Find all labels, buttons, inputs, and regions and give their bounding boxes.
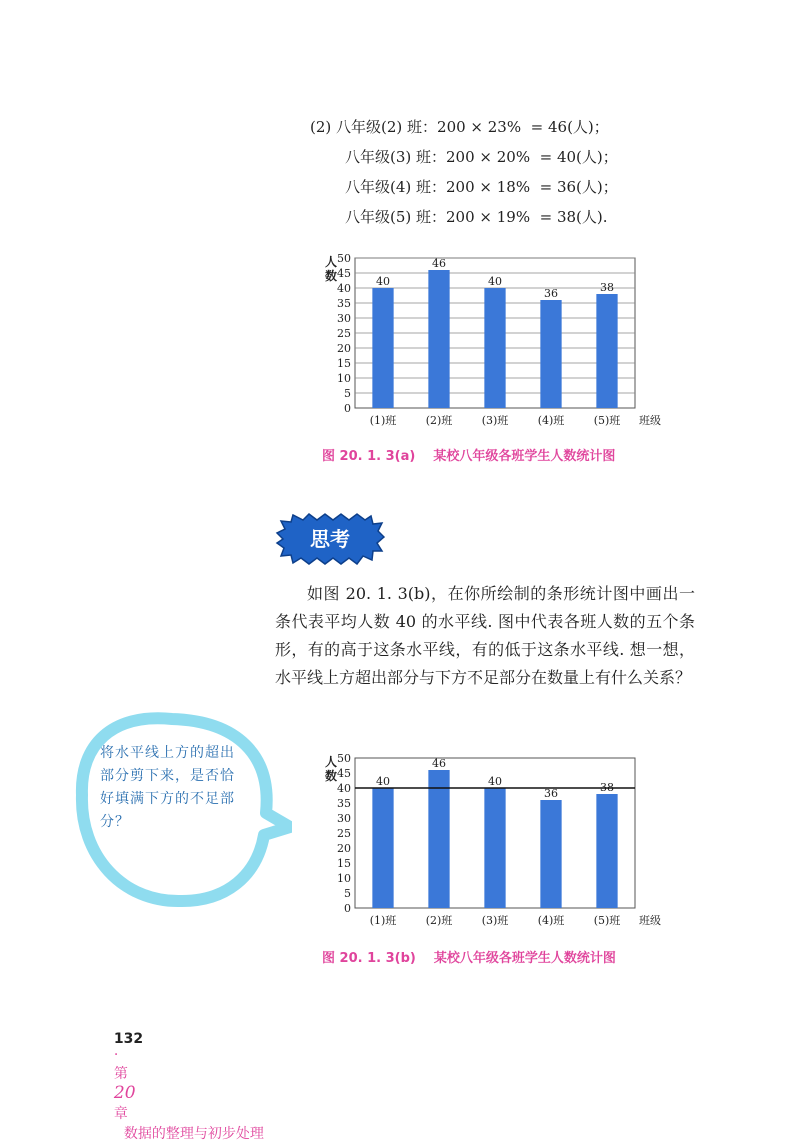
y-tick-label: 0 [344, 402, 351, 415]
x-tick-label: (3)班 [481, 414, 509, 427]
page-number: 132 [113, 1031, 144, 1047]
data-label: 38 [600, 281, 614, 294]
chapter-title: 数据的整理与初步处理 [123, 1126, 264, 1142]
y-tick-label: 35 [337, 297, 351, 310]
x-tick-label: (4)班 [537, 914, 565, 927]
chapter-prefix: 第 [113, 1066, 128, 1082]
x-tick-label: (5)班 [593, 414, 621, 427]
y-tick-label: 10 [337, 372, 351, 385]
x-tick-label: (5)班 [593, 914, 621, 927]
chapter-suffix: 章 [113, 1106, 128, 1122]
caption-a: 图 20. 1. 3(a) 某校八年级各班学生人数统计图 [322, 449, 616, 464]
y-tick-label: 50 [337, 252, 351, 265]
bar [484, 788, 505, 908]
x-tick-label: (2)班 [425, 414, 453, 427]
calc-line-2: 八年级(3) 班：200 × 20% = 40(人)； [345, 148, 618, 166]
y-tick-label: 50 [337, 752, 351, 765]
y-tick-label: 15 [337, 357, 351, 370]
data-label: 40 [488, 275, 502, 288]
y-axis-label: 人 [325, 255, 338, 269]
data-label: 46 [432, 257, 446, 270]
y-tick-label: 45 [337, 767, 351, 780]
x-tick-label: (3)班 [481, 914, 509, 927]
page-footer [105, 1015, 264, 1143]
y-tick-label: 0 [344, 902, 351, 915]
y-tick-label: 5 [344, 387, 351, 400]
data-label: 38 [600, 781, 614, 794]
chapter-number: 20 [113, 1083, 136, 1103]
y-tick-label: 25 [337, 327, 351, 340]
bar [484, 288, 505, 408]
y-tick-label: 40 [337, 282, 351, 295]
x-tick-label: (2)班 [425, 914, 453, 927]
y-tick-label: 10 [337, 872, 351, 885]
data-label: 46 [432, 757, 446, 770]
calc-line-3: 八年级(4) 班：200 × 18% = 36(人)； [345, 178, 618, 196]
caption-b: 图 20. 1. 3(b) 某校八年级各班学生人数统计图 [322, 951, 616, 966]
data-label: 36 [544, 287, 558, 300]
bar [372, 788, 393, 908]
y-tick-label: 45 [337, 267, 351, 280]
bar [596, 294, 617, 408]
y-tick-label: 35 [337, 797, 351, 810]
x-tick-label: (1)班 [369, 414, 397, 427]
x-axis-label: 班级 [639, 414, 661, 427]
bar [372, 288, 393, 408]
bar-chart-b [310, 748, 670, 938]
y-tick-label: 30 [337, 312, 351, 325]
y-tick-label: 30 [337, 812, 351, 825]
y-tick-label: 5 [344, 887, 351, 900]
y-axis-label: 人 [325, 755, 338, 769]
bubble-text: 将水平线上方的超出部分剪下来，是否恰好填满下方的不足部分？ [100, 745, 235, 830]
y-tick-label: 20 [337, 842, 351, 855]
y-tick-label: 20 [337, 342, 351, 355]
bar [540, 300, 561, 408]
data-label: 40 [488, 775, 502, 788]
think-label: 思考 [310, 527, 350, 551]
x-axis-label: 班级 [639, 914, 661, 927]
think-paragraph: 如图 20. 1. 3(b)，在你所绘制的条形统计图中画出一条代表平均人数 40 的水平线. 图中代表各班人数的五个条形，有的高于这条水平线，有的低于这条水平线. 想一想，水平线上方超出部分与下方不足部分在数量上有什么关系？ [275, 584, 695, 687]
y-tick-label: 25 [337, 827, 351, 840]
y-axis-label: 数 [325, 769, 338, 783]
bar-chart-a [310, 248, 670, 438]
y-axis-label: 数 [325, 269, 338, 283]
y-tick-label: 40 [337, 782, 351, 795]
y-tick-label: 15 [337, 857, 351, 870]
data-label: 40 [376, 275, 390, 288]
bar [428, 770, 449, 908]
calc-line-1: (2) 八年级(2) 班：200 × 23% = 46(人)； [310, 118, 609, 136]
data-label: 40 [376, 775, 390, 788]
bar [540, 800, 561, 908]
calc-line-4: 八年级(5) 班：200 × 19% = 38(人). [345, 208, 608, 226]
think-badge [275, 513, 385, 565]
footer-sep: · [113, 1047, 119, 1063]
bar [596, 794, 617, 908]
x-tick-label: (1)班 [369, 914, 397, 927]
x-tick-label: (4)班 [537, 414, 565, 427]
data-label: 36 [544, 787, 558, 800]
bar [428, 270, 449, 408]
